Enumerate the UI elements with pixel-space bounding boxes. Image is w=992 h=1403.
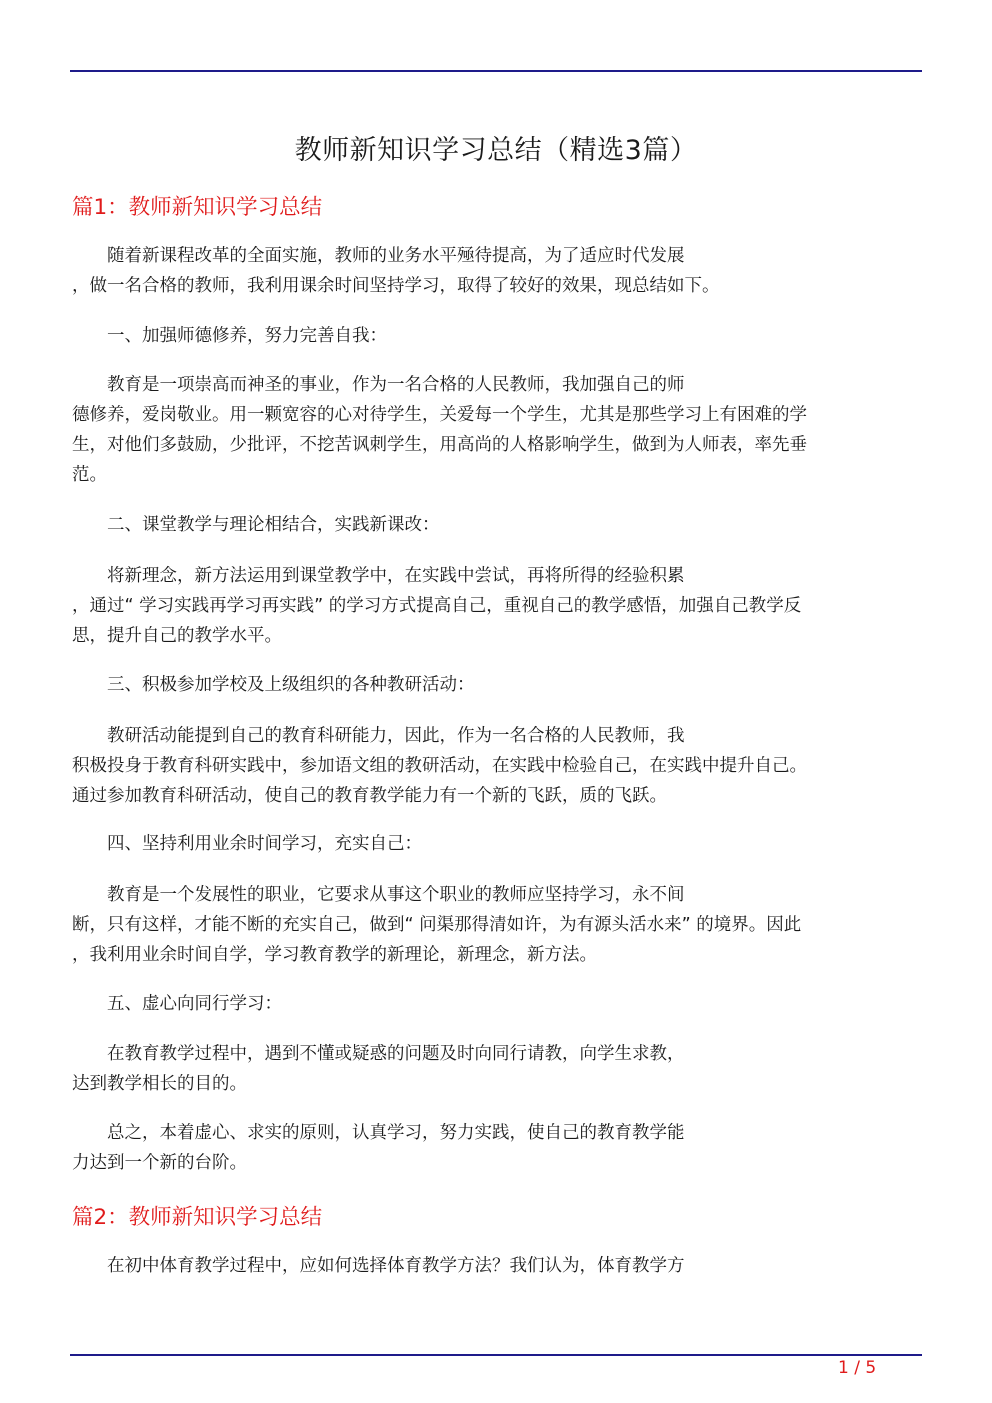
text-line: 德修养，爱岗敬业。用一颗宽容的心对待学生，关爱每一个学生，尤其是那些学习上有困难的学 [72,405,807,425]
text-line: 总之，本着虚心、求实的原则，认真学习，努力实践，使自己的教育教学能 [72,1123,685,1143]
text-line: 通过参加教育科研活动，使自己的教育教学能力有一个新的飞跃，质的飞跃。 [72,786,667,806]
text-line: 在教育教学过程中，遇到不懂或疑惑的问题及时向同行请教，向学生求教， [72,1044,685,1064]
paragraph [72,370,914,490]
page-number: 1 / 5 [838,1358,877,1378]
header-rule [70,70,922,72]
paragraph [72,670,914,700]
text-line: 断，只有这样，才能不断的充实自己，做到“ 问渠那得清如许，为有源头活水来” 的境界。因此 [72,915,802,935]
text-line: ，我利用业余时间自学，学习教育教学的新理论，新理念，新方法。 [72,945,597,965]
text-line: ，通过“ 学习实践再学习再实践” 的学习方式提高自己，重视自己的教学感悟，加强自己教学反 [72,596,802,616]
text-line: 思，提升自己的教学水平。 [72,626,282,646]
text-line: 生，对他们多鼓励，少批评，不挖苦讽刺学生，用高尚的人格影响学生，做到为人师表，率先垂 [72,435,807,455]
text-line: 四、坚持利用业余时间学习，充实自己： [72,834,422,854]
text-line: 随着新课程改革的全面实施，教师的业务水平殛待提高，为了适应时代发展 [72,246,685,266]
document-title: 教师新知识学习总结（精选3篇） [294,135,698,166]
paragraph [72,321,914,351]
paragraph [72,510,914,540]
text-line: 三、积极参加学校及上级组织的各种教研活动： [72,675,475,695]
text-line: 教研活动能提到自己的教育科研能力，因此，作为一名合格的人民教师，我 [72,726,685,746]
section-heading-2: 篇2：教师新知识学习总结 [72,1205,323,1230]
paragraph [72,1251,914,1281]
footer-rule [70,1354,922,1356]
text-line: 教育是一个发展性的职业，它要求从事这个职业的教师应坚持学习，永不间 [72,885,685,905]
text-line: ，做一名合格的教师，我利用课余时间坚持学习，取得了较好的效果，现总结如下。 [72,276,720,296]
text-line: 范。 [72,465,107,485]
paragraph [72,241,914,301]
text-line: 五、虚心向同行学习： [72,994,282,1014]
text-line: 在初中体育教学过程中，应如何选择体育教学方法？我们认为，体育教学方 [72,1256,685,1276]
text-line: 力达到一个新的台阶。 [72,1153,247,1173]
text-line: 一、加强师德修养，努力完善自我： [72,326,387,346]
paragraph [72,1118,914,1178]
text-line: 达到教学相长的目的。 [72,1074,247,1094]
paragraph [72,1039,914,1099]
paragraph [72,989,914,1019]
text-line: 教育是一项崇高而神圣的事业，作为一名合格的人民教师，我加强自己的师 [72,375,685,395]
paragraph [72,721,914,811]
paragraph [72,561,914,651]
text-line: 二、课堂教学与理论相结合，实践新课改： [72,515,440,535]
paragraph [72,880,914,970]
text-line: 将新理念，新方法运用到课堂教学中，在实践中尝试，再将所得的经验积累 [72,566,685,586]
paragraph [72,829,914,859]
text-line: 积极投身于教育科研实践中，参加语文组的教研活动，在实践中检验自己，在实践中提升自己。 [72,756,807,776]
section-heading-1: 篇1：教师新知识学习总结 [72,195,323,220]
